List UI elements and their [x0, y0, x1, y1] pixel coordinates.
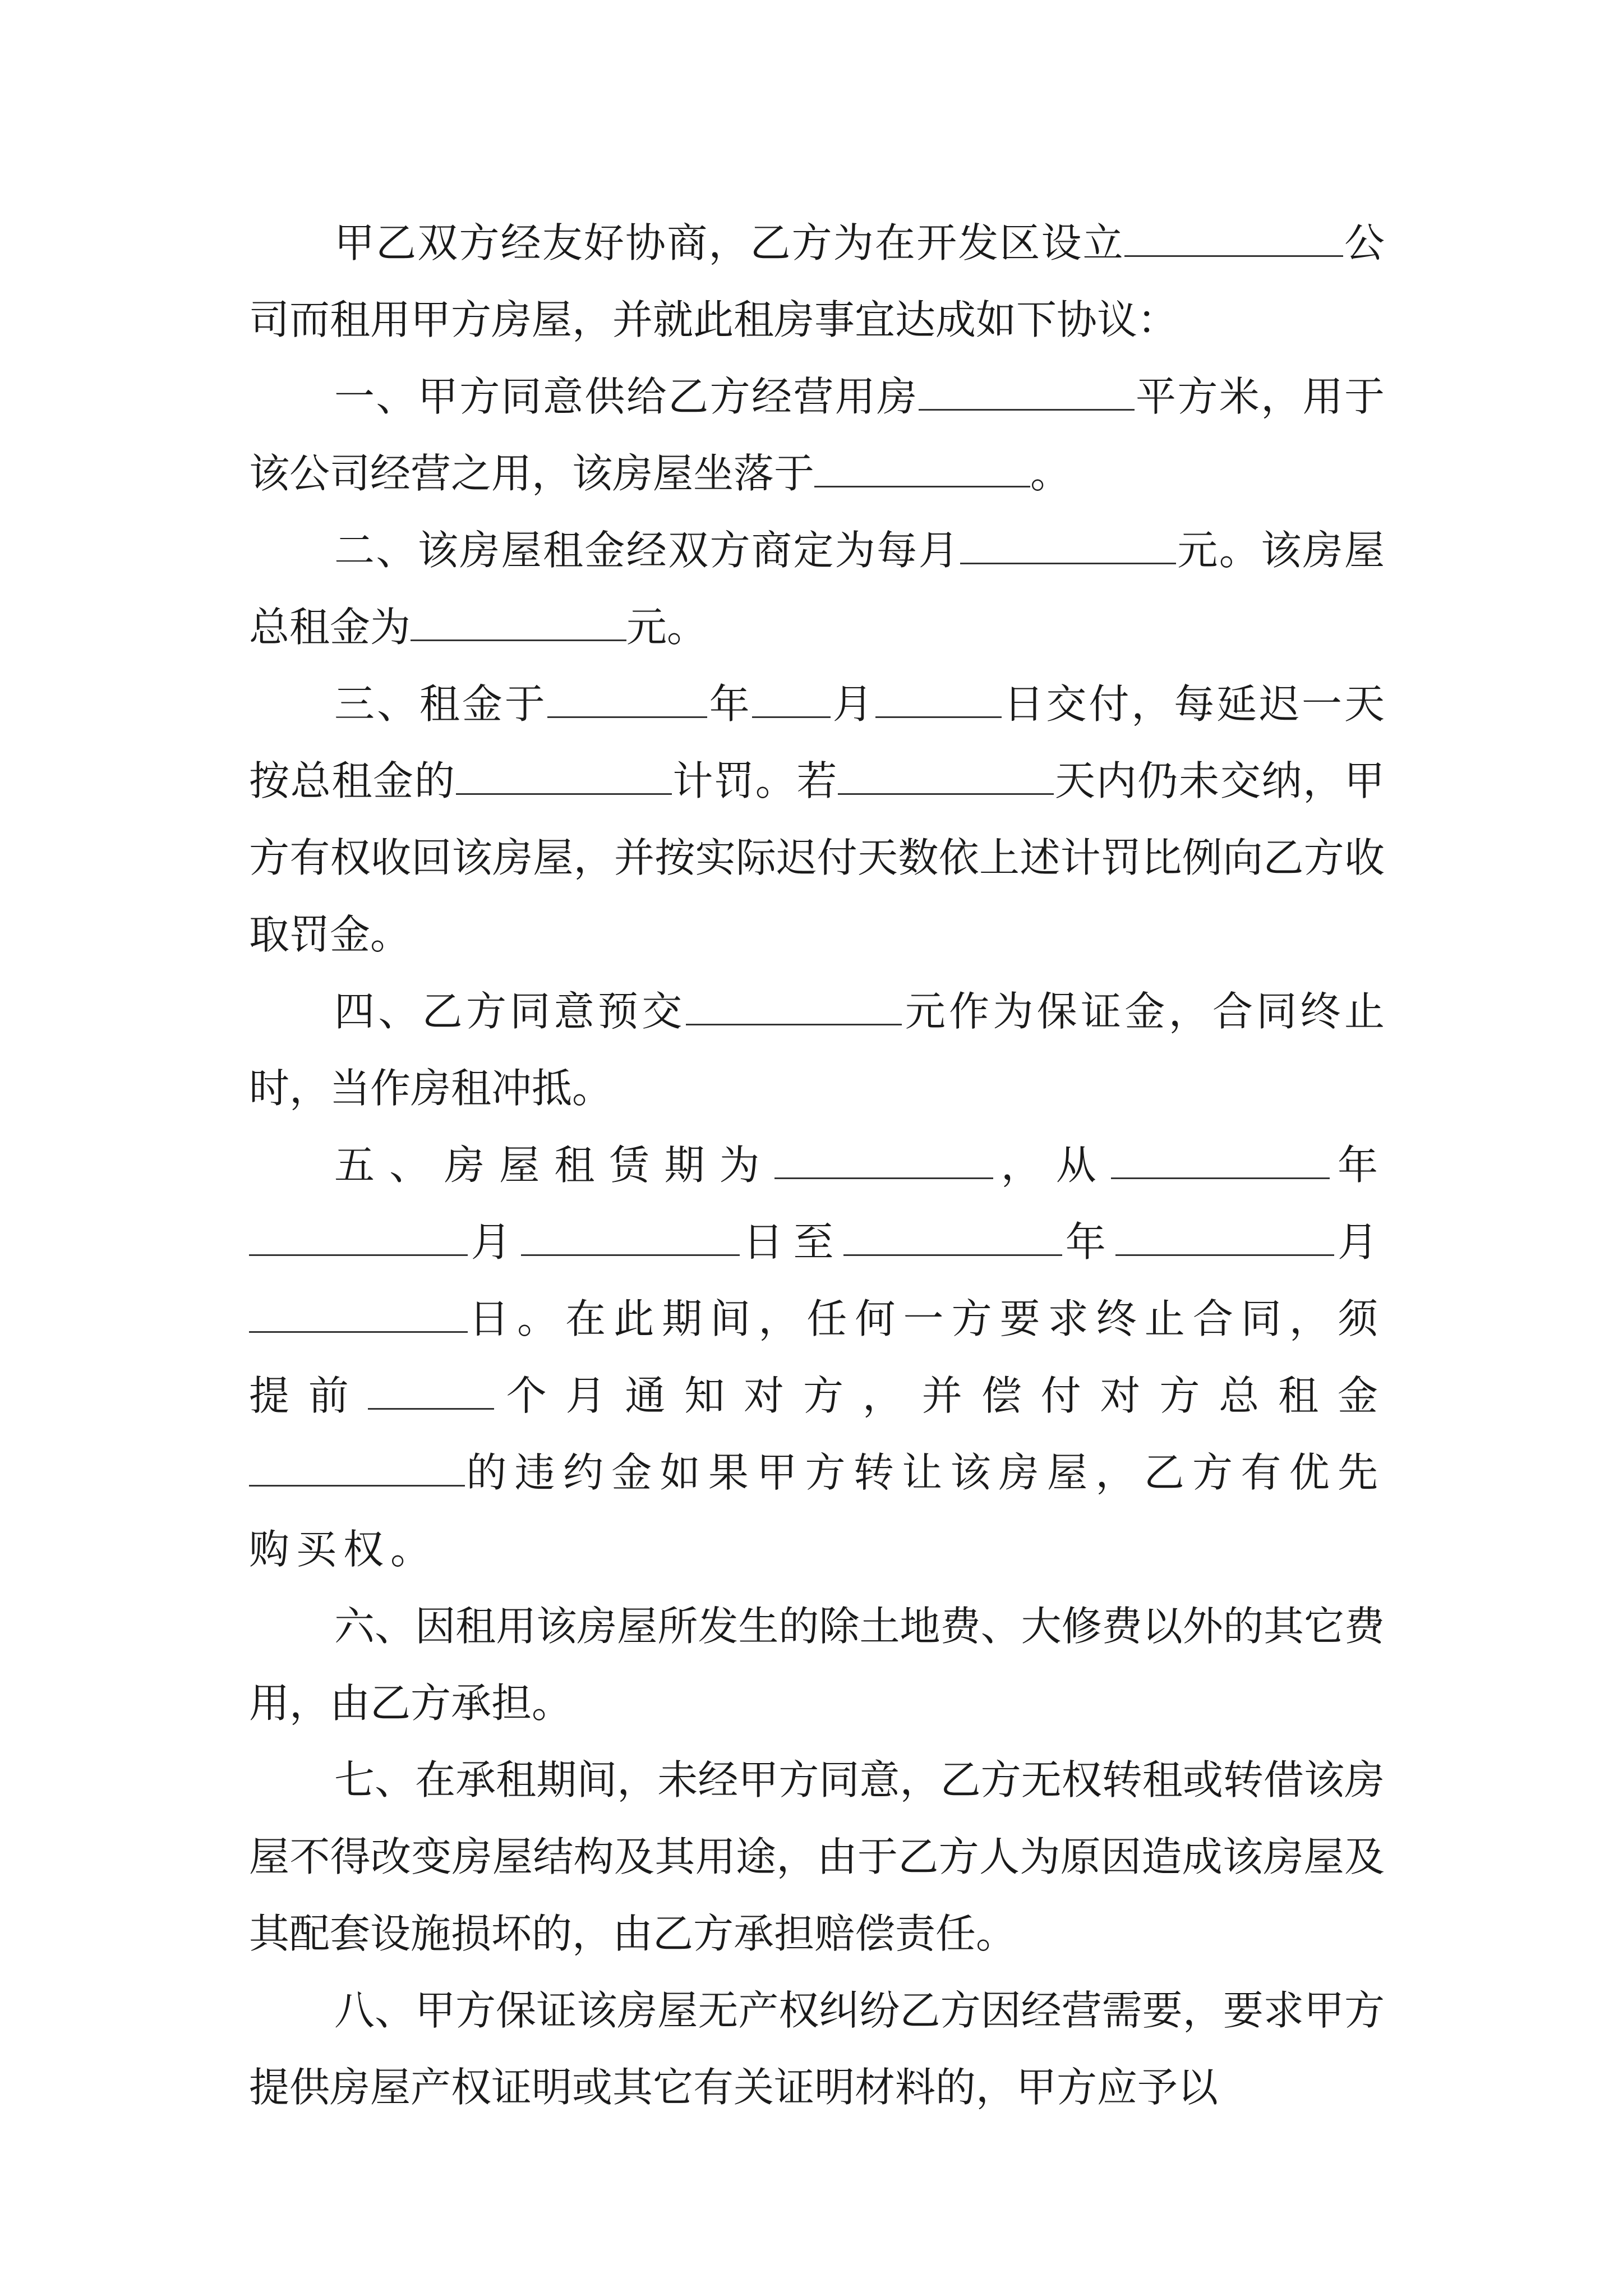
fill-blank-pay-month[interactable]	[752, 682, 831, 718]
text-segment: 月	[468, 1218, 522, 1266]
text-segment: 元。该房屋总租金为	[249, 527, 1385, 651]
fill-blank-start-year[interactable]	[1111, 1143, 1330, 1179]
fill-blank-penalty-rate[interactable]	[456, 758, 672, 795]
clause-2	[249, 512, 1385, 666]
text-segment: 日交付，每延迟一天按总租金的	[249, 680, 1385, 804]
text-segment: 。	[1030, 450, 1071, 497]
text-segment: 元。	[626, 604, 708, 651]
clause-4	[249, 973, 1385, 1127]
text-segment: 个月通知对方，并偿付对方总租金	[494, 1372, 1385, 1419]
fill-blank-grace-days[interactable]	[838, 758, 1054, 795]
fill-blank-pay-year[interactable]	[547, 682, 707, 718]
text-segment: 天内仍未交纳，甲方有权收回该房屋，并按实际迟付天数依上述计罚比例向乙方收取罚金。	[249, 757, 1385, 958]
fill-blank-pay-day[interactable]	[875, 682, 1002, 718]
fill-blank-breach-rate[interactable]	[249, 1450, 465, 1487]
fill-blank-total-rent[interactable]	[411, 605, 626, 641]
fill-blank-lease-term[interactable]	[774, 1143, 993, 1179]
fill-blank-notice-months[interactable]	[368, 1373, 494, 1410]
fill-blank-end-year[interactable]	[843, 1220, 1062, 1256]
text-segment: ，从	[993, 1142, 1111, 1189]
text-segment: 计罚。若	[671, 757, 838, 804]
text-segment: 四、乙方同意预交	[334, 988, 686, 1035]
fill-blank-start-month[interactable]	[249, 1220, 468, 1256]
fill-blank-company-name[interactable]	[1124, 220, 1343, 257]
text-segment: 日。在此期间，任何一方要求终止合同，须提前	[249, 1295, 1385, 1419]
paragraph-intro	[249, 205, 1385, 358]
text-segment: 平方米，用于该公司经营之用，该房屋坐落于	[249, 373, 1385, 497]
fill-blank-end-day[interactable]	[249, 1296, 468, 1333]
fill-blank-location[interactable]	[814, 451, 1030, 487]
text-segment: 五、房屋租赁期为	[334, 1142, 774, 1189]
text-segment: 三、租金于	[334, 680, 547, 728]
clause-5	[249, 1127, 1385, 1588]
fill-blank-start-day[interactable]	[521, 1220, 740, 1256]
clause-8: 八、甲方保证该房屋无产权纠纷乙方因经营需要，要求甲方提供房屋产权证明或其它有关证明材料的，甲方应予以	[249, 1987, 1385, 2111]
fill-blank-deposit[interactable]	[686, 989, 902, 1025]
fill-blank-monthly-rent[interactable]	[960, 528, 1176, 564]
text-segment: 元作为保证金，合同终止时，当作房租冲抵。	[249, 988, 1385, 1112]
clause-7: 七、在承租期间，未经甲方同意，乙方无权转租或转借该房屋不得改变房屋结构及其用途，由于乙方人为原因造成该房屋及其配套设施损坏的，由乙方承担赔偿责任。	[249, 1756, 1385, 1957]
text-segment: 年	[1062, 1218, 1116, 1266]
text-segment: 年	[1329, 1142, 1385, 1189]
text-segment: 公司而租用甲方房屋，并就此租房事宜达成如下协议：	[249, 219, 1385, 343]
text-segment: 二、该房屋租金经双方商定为每月	[334, 527, 960, 574]
text-segment: 甲乙双方经友好协商，乙方为在开发区设立	[334, 219, 1124, 266]
fill-blank-end-month[interactable]	[1115, 1220, 1334, 1256]
text-segment: 月	[830, 680, 875, 728]
text-segment: 一、甲方同意供给乙方经营用房	[334, 373, 919, 420]
contract-body	[249, 205, 1385, 2126]
clause-1	[249, 358, 1385, 512]
clause-6: 六、因租用该房屋所发生的除土地费、大修费以外的其它费用，由乙方承担。	[249, 1603, 1385, 1727]
text-segment: 月	[1334, 1218, 1385, 1266]
text-segment: 日至	[740, 1218, 844, 1266]
text-segment: 的违约金如果甲方转让该房屋，乙方有优先购买权。	[249, 1449, 1385, 1573]
clause-3	[249, 666, 1385, 973]
text-segment: 年	[707, 680, 752, 728]
fill-blank-area[interactable]	[919, 374, 1135, 411]
